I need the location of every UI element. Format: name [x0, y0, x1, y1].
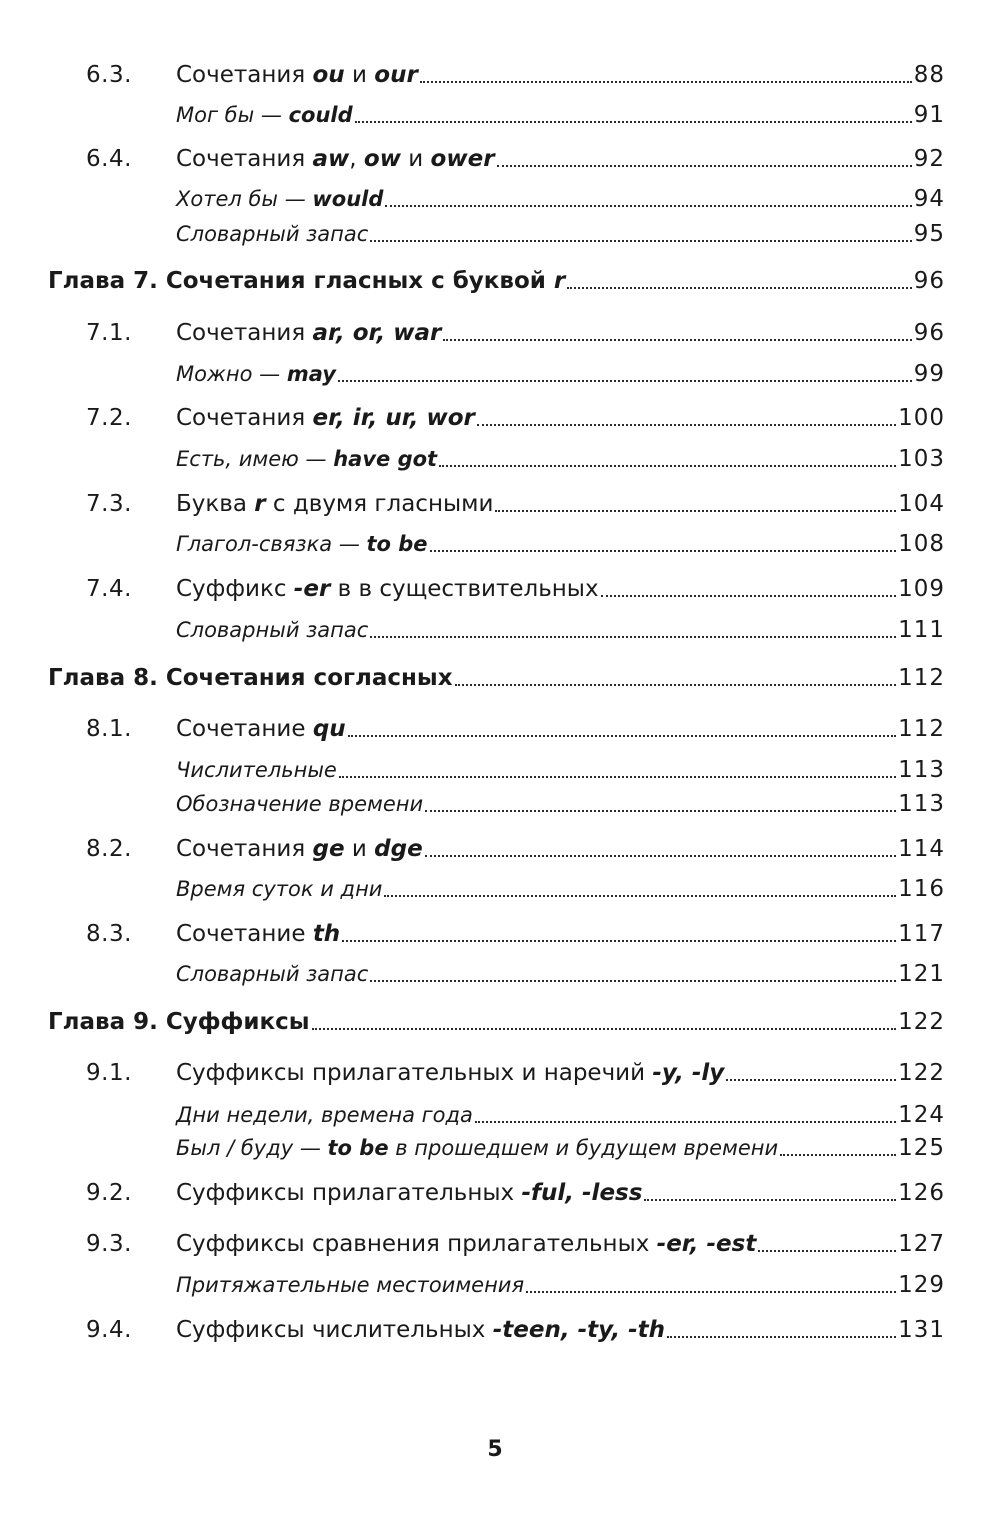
- dot-leader: [567, 287, 911, 289]
- toc-entry: [48, 268, 945, 294]
- title-text: в прошедшем и будущем времени: [388, 1136, 779, 1160]
- page-ref: 104: [898, 491, 945, 517]
- title-text: Суффиксы прилагательных и наречий: [176, 1060, 653, 1086]
- entry-title: [176, 961, 368, 987]
- page-ref: 112: [898, 665, 945, 691]
- page-number: 5: [487, 1437, 503, 1462]
- english-term: aw: [312, 146, 350, 172]
- english-term: r: [553, 268, 566, 294]
- page-ref: 111: [898, 617, 945, 643]
- toc-entry: [176, 791, 945, 817]
- page-ref: 94: [913, 186, 945, 212]
- page-ref: 96: [913, 268, 945, 294]
- toc-entry: [176, 1135, 945, 1161]
- dot-leader: [726, 1079, 896, 1081]
- dot-leader: [644, 1199, 896, 1201]
- section-number: 7.1.: [86, 320, 132, 346]
- toc-subentry-row[interactable]: [0, 1131, 1000, 1167]
- title-text: Сочетание: [176, 921, 313, 947]
- title-text: и: [344, 836, 375, 862]
- toc-section-row[interactable]: [0, 917, 1000, 953]
- english-term: could: [288, 103, 353, 127]
- page-ref: 95: [913, 221, 945, 247]
- dot-leader: [370, 636, 896, 638]
- dot-leader: [370, 240, 911, 242]
- section-number: 8.1.: [86, 716, 132, 742]
- english-term: ou: [312, 62, 345, 88]
- toc-section-row[interactable]: [0, 572, 1000, 608]
- title-text: Притяжательные местоимения: [176, 1273, 525, 1297]
- toc-section-row[interactable]: [0, 1056, 1000, 1092]
- english-term: er, ir, ur, wor: [312, 405, 475, 431]
- page-ref: 114: [898, 836, 945, 862]
- toc-entry: [48, 1009, 945, 1035]
- section-number: 8.3.: [86, 921, 132, 947]
- toc-entry: [176, 576, 945, 602]
- page-ref: 108: [898, 531, 945, 557]
- entry-title: [176, 186, 383, 212]
- section-number: 9.2.: [86, 1180, 132, 1206]
- toc-subentry-row[interactable]: [0, 217, 1000, 253]
- entry-title: [176, 1180, 642, 1206]
- toc-entry: [176, 102, 945, 128]
- dot-leader: [425, 855, 896, 857]
- page-ref: 126: [898, 1180, 945, 1206]
- section-number: 7.2.: [86, 405, 132, 431]
- entry-title: [176, 757, 337, 783]
- dot-leader: [420, 81, 912, 83]
- english-term: to be: [366, 532, 428, 556]
- dot-leader: [495, 510, 896, 512]
- english-term: dge: [374, 836, 423, 862]
- page-ref: 88: [913, 62, 945, 88]
- dot-leader: [430, 550, 897, 552]
- english-term: th: [312, 921, 341, 947]
- title-text: Словарный запас: [176, 962, 369, 986]
- dot-leader: [338, 380, 912, 382]
- toc-entry: [176, 1317, 945, 1343]
- dot-leader: [455, 684, 897, 686]
- entry-title: [48, 665, 453, 691]
- entry-title: [176, 876, 382, 902]
- dot-leader: [355, 121, 912, 123]
- toc-section-row[interactable]: [0, 712, 1000, 748]
- entry-title: [176, 102, 353, 128]
- toc-section-row[interactable]: [0, 142, 1000, 178]
- dot-leader: [312, 1028, 897, 1030]
- toc-section-row[interactable]: [0, 832, 1000, 868]
- entry-title: [176, 1231, 756, 1257]
- toc-entry: [176, 1102, 945, 1128]
- toc-entry: [176, 446, 945, 472]
- title-text: Глагол-связка —: [176, 532, 367, 556]
- toc-entry: [176, 491, 945, 517]
- dot-leader: [385, 205, 911, 207]
- english-term: -er: [293, 576, 331, 602]
- english-term: -ful, -less: [521, 1180, 643, 1206]
- title-text: Сочетания: [176, 146, 313, 172]
- entry-title: [48, 1009, 310, 1035]
- toc-subentry-row[interactable]: [0, 957, 1000, 993]
- section-number: 9.1.: [86, 1060, 132, 1086]
- english-term: may: [286, 362, 336, 386]
- english-term: r: [254, 491, 266, 517]
- toc-subentry-row[interactable]: [0, 613, 1000, 649]
- entry-title: [176, 320, 441, 346]
- entry-title: [176, 716, 346, 742]
- title-text: Глава 7. Сочетания гласных с буквой: [48, 268, 554, 294]
- toc-entry: [176, 221, 945, 247]
- toc-subentry-row[interactable]: [0, 1268, 1000, 1304]
- dot-leader: [342, 940, 896, 942]
- entry-title: [176, 446, 437, 472]
- title-text: в в существительных: [330, 576, 599, 602]
- dot-leader: [384, 895, 896, 897]
- entry-title: [176, 62, 418, 88]
- entry-title: [176, 491, 493, 517]
- dot-leader: [477, 424, 896, 426]
- english-term: ge: [312, 836, 345, 862]
- toc-subentry-row[interactable]: [0, 787, 1000, 823]
- dot-leader: [758, 1250, 896, 1252]
- entry-title: [176, 221, 368, 247]
- title-text: ,: [349, 146, 364, 172]
- page-ref: 109: [898, 576, 945, 602]
- dot-leader: [601, 595, 897, 597]
- toc-section-row[interactable]: [0, 1176, 1000, 1212]
- toc-entry: [176, 361, 945, 387]
- title-text: Сочетание: [176, 716, 313, 742]
- dot-leader: [443, 339, 911, 341]
- toc-chapter-row[interactable]: [0, 661, 1000, 697]
- toc-subentry-row[interactable]: [0, 1098, 1000, 1134]
- dot-leader: [526, 1291, 896, 1293]
- toc-section-row[interactable]: [0, 401, 1000, 437]
- english-term: -teen, -ty, -th: [492, 1317, 665, 1343]
- page-ref: 99: [913, 361, 945, 387]
- toc-entry: [176, 617, 945, 643]
- page-ref: 100: [898, 405, 945, 431]
- toc-section-row[interactable]: [0, 58, 1000, 94]
- title-text: Сочетания: [176, 836, 313, 862]
- title-text: Глава 9. Суффиксы: [48, 1009, 310, 1035]
- dot-leader: [497, 165, 912, 167]
- dot-leader: [425, 810, 896, 812]
- section-number: 8.2.: [86, 836, 132, 862]
- title-text: Глава 8. Сочетания согласных: [48, 665, 453, 691]
- page-ref: 91: [913, 102, 945, 128]
- title-text: Хотел бы —: [176, 187, 313, 211]
- title-text: Можно —: [176, 362, 287, 386]
- toc-entry: [176, 757, 945, 783]
- english-term: ar, or, war: [312, 320, 442, 346]
- dot-leader: [475, 1121, 896, 1123]
- entry-title: [176, 576, 599, 602]
- title-text: с двумя гласными: [265, 491, 494, 517]
- page-ref: 96: [913, 320, 945, 346]
- entry-title: [176, 1135, 778, 1161]
- title-text: Словарный запас: [176, 618, 369, 642]
- page-ref: 92: [913, 146, 945, 172]
- toc-entry: [176, 961, 945, 987]
- title-text: Сочетания: [176, 405, 313, 431]
- toc-section-row[interactable]: [0, 316, 1000, 352]
- title-text: Суффиксы прилагательных: [176, 1180, 522, 1206]
- english-term: ow: [363, 146, 401, 172]
- dot-leader: [667, 1336, 896, 1338]
- english-term: -y, -ly: [652, 1060, 725, 1086]
- english-term: qu: [312, 716, 346, 742]
- toc-subentry-row[interactable]: [0, 753, 1000, 789]
- toc-subentry-row[interactable]: [0, 442, 1000, 478]
- page-ref: 125: [898, 1135, 945, 1161]
- title-text: Буква: [176, 491, 255, 517]
- section-number: 6.4.: [86, 146, 132, 172]
- toc-subentry-row[interactable]: [0, 357, 1000, 393]
- entry-title: [176, 617, 368, 643]
- page-ref: 124: [898, 1102, 945, 1128]
- section-number: 9.3.: [86, 1231, 132, 1257]
- section-number: 7.3.: [86, 491, 132, 517]
- toc-entry: [176, 716, 945, 742]
- toc-entry: [176, 1180, 945, 1206]
- toc-subentry-row[interactable]: [0, 182, 1000, 218]
- entry-title: [176, 921, 340, 947]
- entry-title: [176, 1102, 473, 1128]
- dot-leader: [439, 465, 896, 467]
- toc-entry: [176, 876, 945, 902]
- toc-section-row[interactable]: [0, 1313, 1000, 1349]
- title-text: Дни недели, времена года: [176, 1103, 473, 1127]
- toc-entry: [176, 62, 945, 88]
- dot-leader: [348, 735, 896, 737]
- title-text: Время суток и дни: [176, 877, 383, 901]
- page-ref: 113: [898, 791, 945, 817]
- entry-title: [176, 1317, 665, 1343]
- toc-entry: [176, 836, 945, 862]
- title-text: Суффиксы числительных: [176, 1317, 493, 1343]
- page-ref: 131: [898, 1317, 945, 1343]
- entry-title: [48, 268, 565, 294]
- toc-entry: [176, 405, 945, 431]
- page-ref: 121: [898, 961, 945, 987]
- title-text: Числительные: [176, 758, 337, 782]
- english-term: to be: [327, 1136, 389, 1160]
- english-term: our: [374, 62, 418, 88]
- title-text: Обозначение времени: [176, 792, 424, 816]
- toc-subentry-row[interactable]: [0, 527, 1000, 563]
- toc-chapter-row[interactable]: [0, 1005, 1000, 1041]
- section-number: 9.4.: [86, 1317, 132, 1343]
- page-ref: 122: [898, 1060, 945, 1086]
- title-text: и: [344, 62, 375, 88]
- toc-subentry-row[interactable]: [0, 872, 1000, 908]
- entry-title: [176, 405, 475, 431]
- page-ref: 103: [898, 446, 945, 472]
- toc-subentry-row[interactable]: [0, 98, 1000, 134]
- page-ref: 116: [898, 876, 945, 902]
- english-term: would: [312, 187, 384, 211]
- english-term: ower: [430, 146, 495, 172]
- title-text: Был / буду —: [176, 1136, 328, 1160]
- english-term: have got: [333, 447, 438, 471]
- toc-entry: [176, 186, 945, 212]
- entry-title: [176, 531, 428, 557]
- english-term: -er, -est: [656, 1231, 757, 1257]
- entry-title: [176, 836, 423, 862]
- title-text: Есть, имею —: [176, 447, 334, 471]
- title-text: Сочетания: [176, 62, 313, 88]
- toc-entry: [176, 1060, 945, 1086]
- entry-title: [176, 146, 495, 172]
- toc-section-row[interactable]: [0, 487, 1000, 523]
- toc-entry: [176, 1231, 945, 1257]
- entry-title: [176, 791, 423, 817]
- title-text: Мог бы —: [176, 103, 289, 127]
- toc-section-row[interactable]: [0, 1227, 1000, 1263]
- title-text: Сочетания: [176, 320, 313, 346]
- dot-leader: [370, 980, 896, 982]
- toc-entry: [176, 921, 945, 947]
- title-text: Суффикс: [176, 576, 294, 602]
- page-ref: 112: [898, 716, 945, 742]
- title-text: и: [400, 146, 431, 172]
- page-ref: 127: [898, 1231, 945, 1257]
- page-ref: 122: [898, 1009, 945, 1035]
- section-number: 7.4.: [86, 576, 132, 602]
- toc-entry: [176, 146, 945, 172]
- toc-chapter-row[interactable]: [0, 264, 1000, 300]
- entry-title: [176, 1272, 524, 1298]
- title-text: Словарный запас: [176, 222, 369, 246]
- toc-entry: [176, 531, 945, 557]
- page-ref: 113: [898, 757, 945, 783]
- page-ref: 117: [898, 921, 945, 947]
- toc-entry: [176, 320, 945, 346]
- section-number: 6.3.: [86, 62, 132, 88]
- page-ref: 129: [898, 1272, 945, 1298]
- toc-entry: [176, 1272, 945, 1298]
- toc-entry: [48, 665, 945, 691]
- entry-title: [176, 1060, 724, 1086]
- entry-title: [176, 361, 336, 387]
- dot-leader: [780, 1154, 896, 1156]
- dot-leader: [339, 776, 896, 778]
- title-text: Суффиксы сравнения прилагательных: [176, 1231, 657, 1257]
